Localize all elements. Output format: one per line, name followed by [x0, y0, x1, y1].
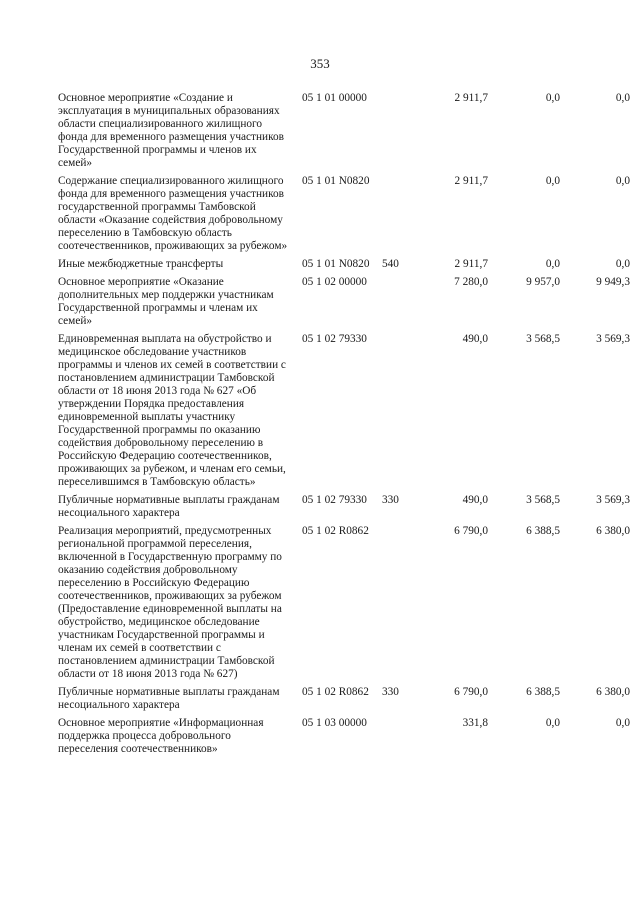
row-amount-3: 9 949,3 [596, 276, 630, 288]
table-row [58, 494, 630, 525]
row-amount-1: 331,8 [462, 717, 488, 729]
row-amount-3: 3 569,3 [596, 494, 630, 506]
table-row [58, 525, 630, 686]
row-amount-2: 0,0 [545, 175, 560, 187]
row-amount-3: 6 380,0 [596, 686, 630, 698]
row-expense-type: 330 [382, 494, 399, 506]
row-amount-1: 490,0 [462, 494, 488, 506]
row-code: 05 1 02 R0862 [302, 525, 369, 537]
page-number: 353 [310, 56, 330, 71]
row-code: 05 1 02 R0862 [302, 686, 369, 698]
row-code: 05 1 03 00000 [302, 717, 367, 729]
row-amount-1: 7 280,0 [454, 276, 488, 288]
budget-table [58, 92, 630, 761]
row-code: 05 1 01 N0820 [302, 175, 370, 187]
row-amount-1: 2 911,7 [454, 175, 488, 187]
row-amount-3: 0,0 [615, 175, 630, 187]
row-amount-2: 0,0 [545, 717, 560, 729]
row-name: Содержание специализированного жилищного фонда для временного размещения участников государственной программы Тамбовской области «Оказание содействия добровольному переселению в Тамбовскую область соотечественников, проживающих за рубежом» [58, 175, 288, 252]
table-row [58, 276, 630, 333]
row-amount-2: 0,0 [545, 92, 560, 104]
row-expense-type: 330 [382, 686, 399, 698]
row-amount-3: 0,0 [615, 717, 630, 729]
row-code: 05 1 01 N0820 [302, 258, 370, 270]
row-expense-type [382, 175, 414, 258]
row-amount-1: 2 911,7 [454, 92, 488, 104]
table-body [58, 92, 630, 761]
row-name: Публичные нормативные выплаты гражданам несоциального характера [58, 686, 280, 711]
row-name: Единовременная выплата на обустройство и медицинское обследование участников программы и членов их семей в соответствии с постановлением администрации Тамбовской области от 18 июня 2013 года № 627 «Об утверждении Порядка предоставления единовременной выплаты участнику Государственной программы по оказанию содействия добровольному переселению в Российскую Федерацию соотечественников, проживающих за рубежом, и членам его семьи, переселившимся в Тамбовскую область» [58, 333, 286, 488]
table-row [58, 686, 630, 717]
row-name: Основное мероприятие «Информационная поддержка процесса добровольного переселения соотечественников» [58, 717, 264, 755]
row-amount-1: 2 911,7 [454, 258, 488, 270]
row-name: Основное мероприятие «Оказание дополнительных мер поддержки участникам Государственной программы и членам их семей» [58, 276, 274, 327]
row-code: 05 1 01 00000 [302, 92, 367, 104]
row-amount-3: 3 569,3 [596, 333, 630, 345]
row-amount-1: 6 790,0 [454, 525, 488, 537]
row-amount-2: 6 388,5 [526, 686, 560, 698]
row-code: 05 1 02 79330 [302, 333, 367, 345]
row-amount-3: 0,0 [615, 92, 630, 104]
row-amount-2: 3 568,5 [526, 333, 560, 345]
row-amount-3: 6 380,0 [596, 525, 630, 537]
row-code: 05 1 02 79330 [302, 494, 367, 506]
row-amount-2: 9 957,0 [526, 276, 560, 288]
row-name: Основное мероприятие «Создание и эксплуатация в муниципальных образованиях области специализированного жилищного фонда для временного размещения участников Государственной программы и членов их семей» [58, 92, 284, 169]
row-expense-type [382, 92, 414, 175]
row-code: 05 1 02 00000 [302, 276, 367, 288]
row-name: Иные межбюджетные трансферты [58, 258, 224, 270]
row-expense-type [382, 525, 414, 686]
row-amount-1: 6 790,0 [454, 686, 488, 698]
row-amount-2: 0,0 [545, 258, 560, 270]
row-expense-type [382, 333, 414, 494]
row-expense-type [382, 717, 414, 761]
row-name: Реализация мероприятий, предусмотренных региональной программой переселения, включенной в Государственную программу по оказанию содействия добровольному переселению в Российскую Федерацию соотечественников, проживающих за рубежом (Предоставление единовременной выплаты на обустройство, медицинское обследование участникам Государственной программы и членам их семей в соответствии с постановлением администрации Тамбовской области от 18 июня 2013 года № 627) [58, 525, 282, 680]
table-row [58, 717, 630, 761]
table-row [58, 92, 630, 175]
row-expense-type [382, 276, 414, 333]
table-row [58, 258, 630, 276]
row-amount-2: 6 388,5 [526, 525, 560, 537]
table-row [58, 333, 630, 494]
row-expense-type: 540 [382, 258, 399, 270]
row-name: Публичные нормативные выплаты гражданам несоциального характера [58, 494, 280, 519]
row-amount-1: 490,0 [462, 333, 488, 345]
row-amount-2: 3 568,5 [526, 494, 560, 506]
table-row [58, 175, 630, 258]
row-amount-3: 0,0 [615, 258, 630, 270]
